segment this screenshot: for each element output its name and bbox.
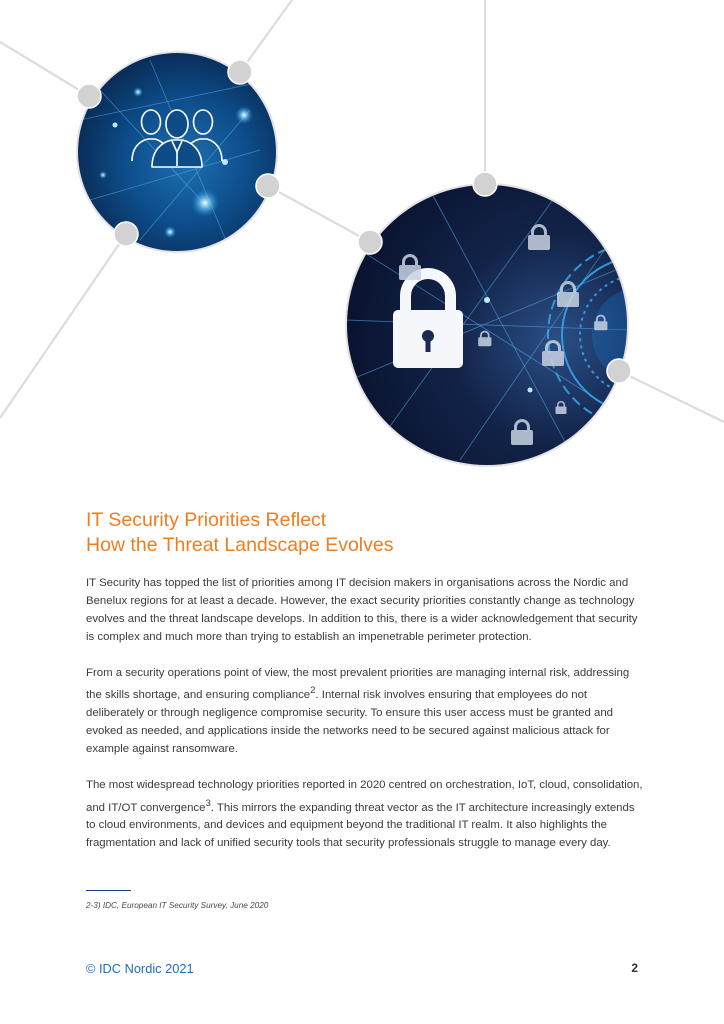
paragraph-3-text-b: . This mirrors the expanding threat vector as the IT architecture increasingly extends to cloud environments, and devices and equipment beyond the traditional IT realm. It also highlights the fragmentation and lack of unified security tools that security professionals struggle to manage every day. — [86, 801, 635, 850]
paragraph-2-text-b: . Internal risk involves ensuring that employees do not deliberately or through negligence compromise security. To ensure this user access must be granted and evoked as needed, and applications inside the networks need to be secured against malicious attack for example against ransomware. — [86, 689, 613, 755]
security-circle-photo — [345, 183, 724, 470]
hero-illustration — [0, 0, 724, 480]
paragraph-3-text-a: The most widespread technology priorities reported in 2020 centred on orchestration, IoT, cloud, consolidation, and IT/OT convergence — [86, 778, 643, 814]
heading-line-2: How the Threat Landscape Evolves — [86, 534, 394, 556]
paragraph-2-text-a: From a security operations point of view, the most prevalent priorities are managing internal risk, addressing the skills shortage, and ensuring compliance — [86, 666, 630, 702]
body-text — [86, 575, 646, 871]
paragraph-3 — [86, 777, 646, 853]
footer-copyright: © IDC Nordic 2021 — [86, 961, 194, 976]
paragraph-2 — [86, 665, 646, 759]
footnote-ref-2: 2 — [310, 685, 316, 697]
footnote: 2-3) IDC, European IT Security Survey, June 2020 — [86, 901, 269, 910]
heading-line-1: IT Security Priorities Reflect — [86, 509, 327, 531]
section-heading — [86, 508, 394, 558]
paragraph-1: IT Security has topped the list of priorities among IT decision makers in organisations across the Nordic and Benelux regions for at least a decade. However, the exact security priorities constantly change as technology evolves and the threat landscape develops. In addition to this, there is a wider acknowledgement that security is complex and much more than trying to establish an impenetrable perimeter protection. — [86, 577, 638, 643]
page-number: 2 — [631, 961, 638, 975]
footnote-ref-3: 3 — [205, 797, 211, 809]
footnote-divider — [86, 890, 131, 891]
